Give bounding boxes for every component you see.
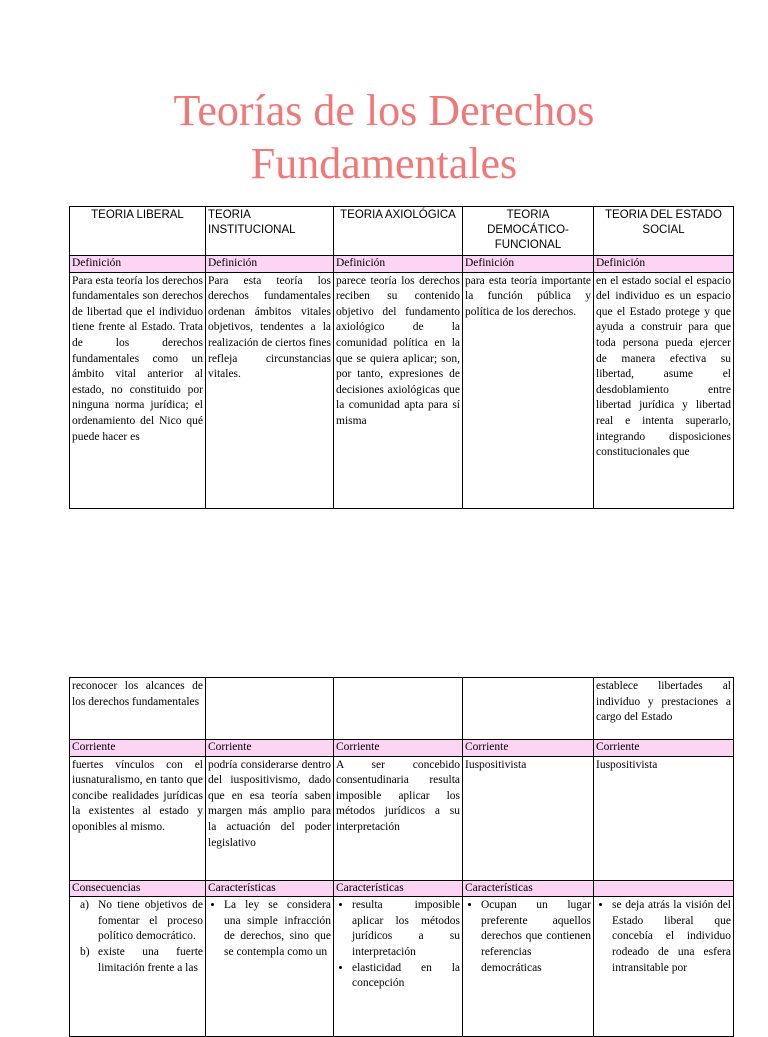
definicion-estado-social: en el estado social el espacio del individuo es un espacio que el Estado protege y que ayuda a construir para que toda persona pueda ejercer de manera efectiva su libertad, asume el desdoblamiento entre libertad jurídica y libertad real e intenta superarlo, integrando disposiciones constitucionales que (594, 272, 734, 508)
caracteristicas-label: Características (334, 880, 463, 897)
list-item: • se deja atrás la visión del Estado liberal que concebía el individuo rodeado de una esfera intransitable por (612, 898, 731, 976)
definicion-institucional: Para esta teoría los derechos fundamentales ordenan ámbitos vitales objetivos, tendentes a la realización de ciertos fines refleja circunstancias vitales. (206, 272, 334, 508)
title-line-2: Fundamentales (250, 139, 518, 188)
list-item: • La ley se considera una simple infracción de derechos, sino que se contempla como un (224, 898, 331, 960)
definicion-axiologica: parece teoría los derechos reciben su contenido objetivo del fundamento axiológico de la comunidad política en la que se quiera aplicar; son, por tanto, expresiones de decisiones axiológicas que la comunidad apta para sí misma (334, 272, 463, 508)
consecuencias-label: Consecuencias (70, 880, 206, 897)
list-marker: b) (80, 945, 90, 958)
consecuencias-liberal (70, 897, 206, 1037)
continuacion-row (70, 678, 734, 740)
title-line-1: Teorías de los Derechos (173, 86, 595, 135)
continuacion-democratico (463, 678, 594, 740)
corriente-institucional: podría considerarse dentro del iuspositivismo, dado que en esa teoría saben margen más amplio para la actuación del poder legislativo (206, 756, 334, 880)
list-marker: a) (80, 899, 89, 912)
list-item: • resulta imposible aplicar los métodos jurídicos a su interpretación (352, 898, 460, 960)
header-estado-social: TEORIA DEL ESTADO SOCIAL (594, 207, 734, 256)
definicion-label-row (70, 256, 734, 273)
corriente-label: Corriente (206, 740, 334, 757)
corriente-label: Corriente (334, 740, 463, 757)
list-item-text: No tiene objetivos de fomentar el proceso político democrático. (98, 899, 203, 943)
caracteristicas-institucional (206, 897, 334, 1037)
empty-label (594, 880, 734, 897)
caracteristicas-estado-social (594, 897, 734, 1037)
definicion-democratico: para esta teoría importante la función pública y política de los derechos. (463, 272, 594, 508)
page-title (0, 84, 768, 190)
header-row (70, 207, 734, 256)
theories-table-bottom (69, 677, 734, 1037)
list-item (80, 945, 203, 976)
list-item: • Ocupan un lugar preferente aquellos derechos que contienen referencias democráticas (481, 898, 591, 976)
definicion-label: Definición (70, 256, 206, 273)
definicion-label: Definición (206, 256, 334, 273)
list-item (80, 898, 203, 945)
header-liberal: TEORIA LIBERAL (70, 207, 206, 256)
caracteristicas-label: Características (206, 880, 334, 897)
list-item-text: existe una fuerte limitación frente a las (98, 945, 203, 974)
definicion-label: Definición (334, 256, 463, 273)
corriente-liberal: fuertes vínculos con el iusnaturalismo, en tanto que concibe realidades jurídicas la existentes al estado y oponibles al mismo. (70, 756, 206, 880)
list-item: • elasticidad en la concepción (352, 961, 460, 992)
corriente-row (70, 756, 734, 880)
caracteristicas-label: Características (463, 880, 594, 897)
definicion-liberal: Para esta teoría los derechos fundamentales son derechos de libertad que el individuo tiene frente al Estado. Trata de los derechos fundamentales como un ámbito vital anterior al estado, no constituido por ninguna norma jurídica; el ordenamiento del Nico qué puede hacer es (70, 272, 206, 508)
definicion-label: Definición (594, 256, 734, 273)
definicion-row (70, 272, 734, 508)
header-axiologica: TEORIA AXIOLÓGICA (334, 207, 463, 256)
corriente-democratico: Iuspositivista (463, 756, 594, 880)
definicion-label: Definición (463, 256, 594, 273)
corriente-label: Corriente (70, 740, 206, 757)
corriente-estado-social: Iuspositivista (594, 756, 734, 880)
theories-table-top (69, 206, 734, 509)
header-institucional: TEORIA INSTITUCIONAL (206, 207, 334, 256)
caracteristicas-axiologica (334, 897, 463, 1037)
caracteristicas-democratico (463, 897, 594, 1037)
continuacion-estado-social: establece libertades al individuo y prestaciones a cargo del Estado (594, 678, 734, 740)
corriente-axiologica: A ser concebido consentudinaria resulta imposible aplicar los métodos jurídicos a su interpretación (334, 756, 463, 880)
consecuencias-row (70, 897, 734, 1037)
consecuencias-label-row (70, 880, 734, 897)
continuacion-liberal: reconocer los alcances de los derechos fundamentales (70, 678, 206, 740)
header-democratico: TEORIA DEMOCÁTICO-FUNCIONAL (463, 207, 594, 256)
corriente-label: Corriente (594, 740, 734, 757)
continuacion-institucional (206, 678, 334, 740)
corriente-label: Corriente (463, 740, 594, 757)
continuacion-axiologica (334, 678, 463, 740)
corriente-label-row (70, 740, 734, 757)
